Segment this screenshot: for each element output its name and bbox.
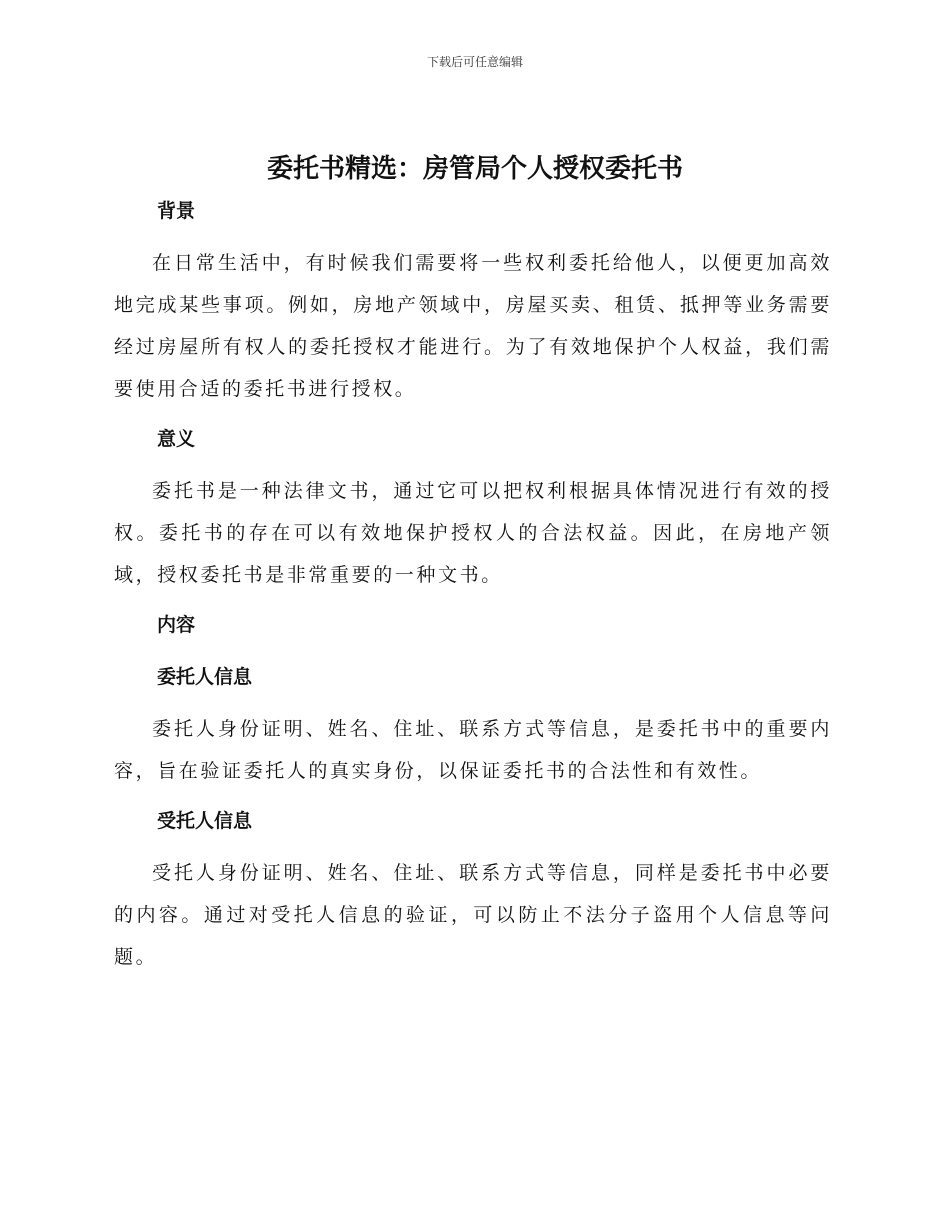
section-heading-principal-info: 委托人信息 (157, 666, 253, 688)
document-title: 委托书精选：房管局个人授权委托书 (266, 154, 683, 184)
paragraph-agent-info: 受托人身份证明、姓名、住址、联系方式等信息，同样是委托书中必要的内容。通过对受托人信息的验证，可以防止不法分子盗用个人信息等问题。 (114, 862, 832, 968)
section-heading-background: 背景 (157, 200, 196, 222)
paragraph-background: 在日常生活中，有时候我们需要将一些权利委托给他人，以便更加高效地完成某些事项。例如，房地产领域中，房屋买卖、租赁、抵押等业务需要经过房屋所有权人的委托授权才能进行。为了有效地保护个人权益，我们需要使用合适的委托书进行授权。 (114, 252, 832, 400)
section-heading-agent-info: 受托人信息 (157, 810, 253, 832)
page-header-note: 下载后可任意编辑 (426, 55, 523, 69)
paragraph-principal-info: 委托人身份证明、姓名、住址、联系方式等信息，是委托书中的重要内容，旨在验证委托人的真实身份，以保证委托书的合法性和有效性。 (114, 718, 832, 782)
section-heading-content: 内容 (157, 614, 196, 636)
document-body (114, 196, 832, 978)
section-heading-meaning: 意义 (157, 428, 196, 450)
paragraph-meaning: 委托书是一种法律文书，通过它可以把权利根据具体情况进行有效的授权。委托书的存在可以有效地保护授权人的合法权益。因此，在房地产领域，授权委托书是非常重要的一种文书。 (114, 480, 832, 586)
